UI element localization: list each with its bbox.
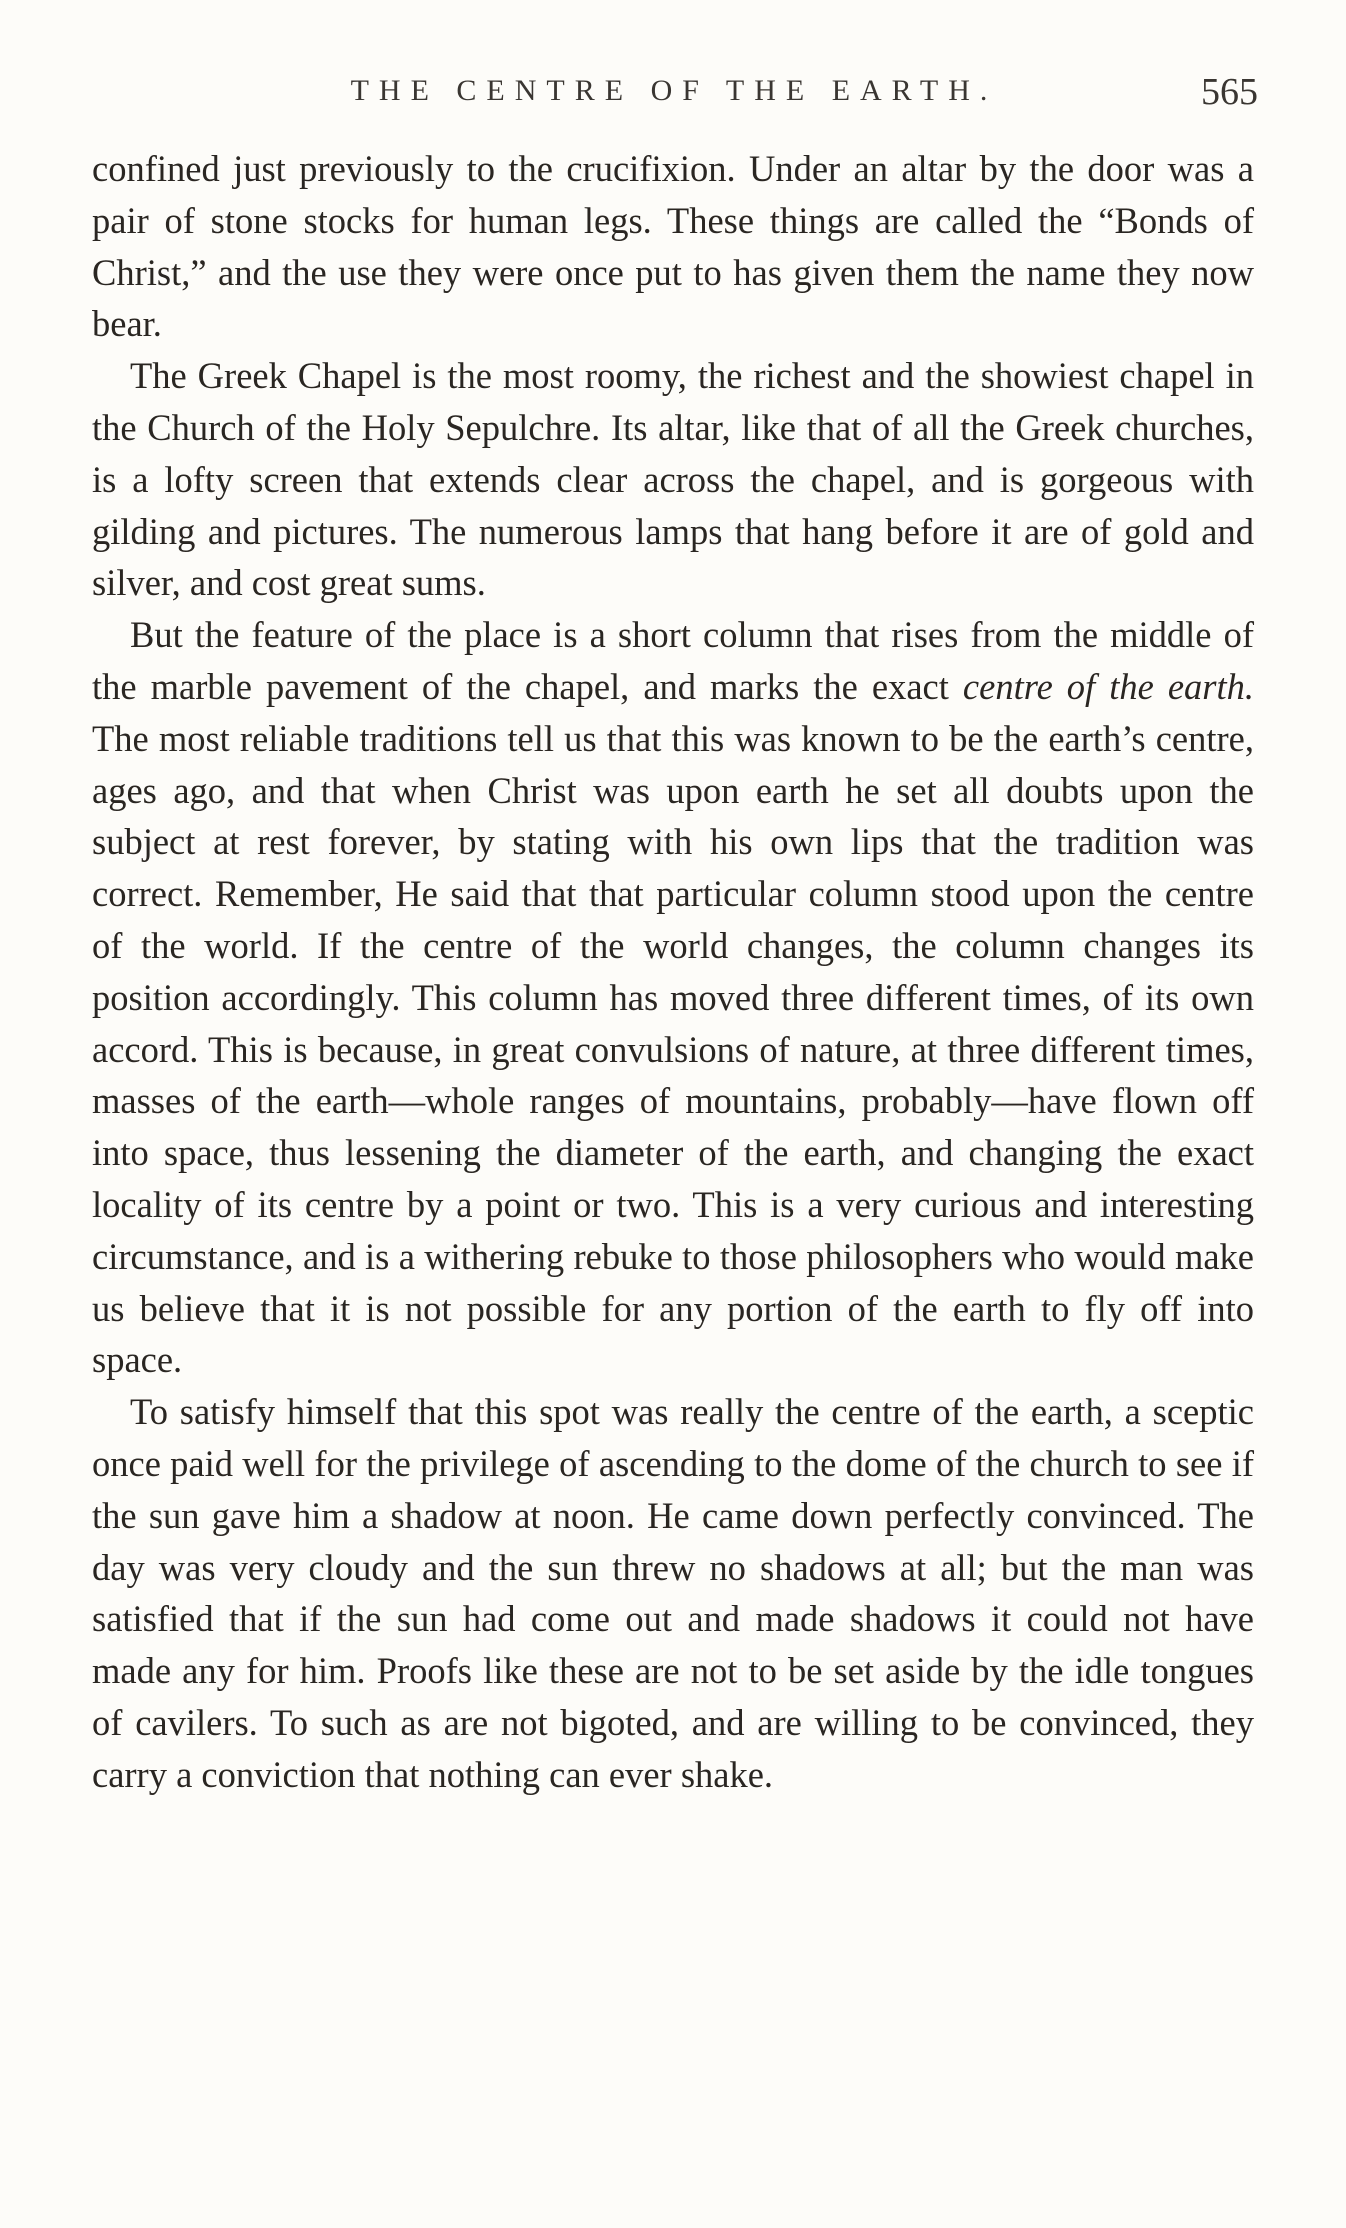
paragraph-3 — [92, 609, 1254, 1386]
paragraph-1: confined just previously to the crucifixion. Under an altar by the door was a pair of stone stocks for human legs. These things are called the “Bonds of Christ,” and the use they were once put to has given them the name they now bear. — [92, 148, 1254, 345]
body-text — [92, 143, 1254, 1801]
page-number: 565 — [1201, 71, 1258, 113]
running-head — [90, 68, 1258, 118]
paragraph-3-lead: But the feature of the place is a short column that rises from the middle of the marble pavement of the chapel, and marks the exact — [92, 614, 1254, 707]
running-title: THE CENTRE OF THE EARTH. — [350, 74, 998, 107]
paragraph-3-rest: The most reliable traditions tell us that this was known to be the earth’s centre, ages ago, and that when Christ was upon earth he set all doubts upon the subject at rest forever, by stating with his own lips that the tradition was correct. Remember, He said that that particular column stood upon the centre of the world. If the centre of the world changes, the column changes its position accordingly. This column has moved three different times, of its own accord. This is because, in great convulsions of nature, at three different times, masses of the earth—whole ranges of mountains, probably—have flown off into space, thus lessening the diameter of the earth, and changing the exact locality of its centre by a point or two. This is a very curious and interesting circumstance, and is a withering rebuke to those philosophers who would make us believe that it is not possible for any portion of the earth to fly off into space. — [92, 717, 1254, 1381]
centre-of-earth-emphasis: centre of the earth. — [962, 665, 1254, 707]
paragraph-2: The Greek Chapel is the most roomy, the richest and the showiest chapel in the Church of the Holy Sepulchre. Its altar, like that of all the Greek churches, is a lofty screen that extends clear across the chapel, and is gorgeous with gilding and pictures. The numerous lamps that hang before it are of gold and silver, and cost great sums. — [92, 355, 1254, 604]
paragraph-4: To satisfy himself that this spot was really the centre of the earth, a sceptic once paid well for the privilege of ascending to the dome of the church to see if the sun gave him a shadow at noon. He came down perfectly convinced. The day was very cloudy and the sun threw no shadows at all; but the man was satisfied that if the sun had come out and made shadows it could not have made any for him. Proofs like these are not to be set aside by the idle tongues of cavilers. To such as are not bigoted, and are willing to be convinced, they carry a conviction that nothing can ever shake. — [92, 1391, 1254, 1795]
